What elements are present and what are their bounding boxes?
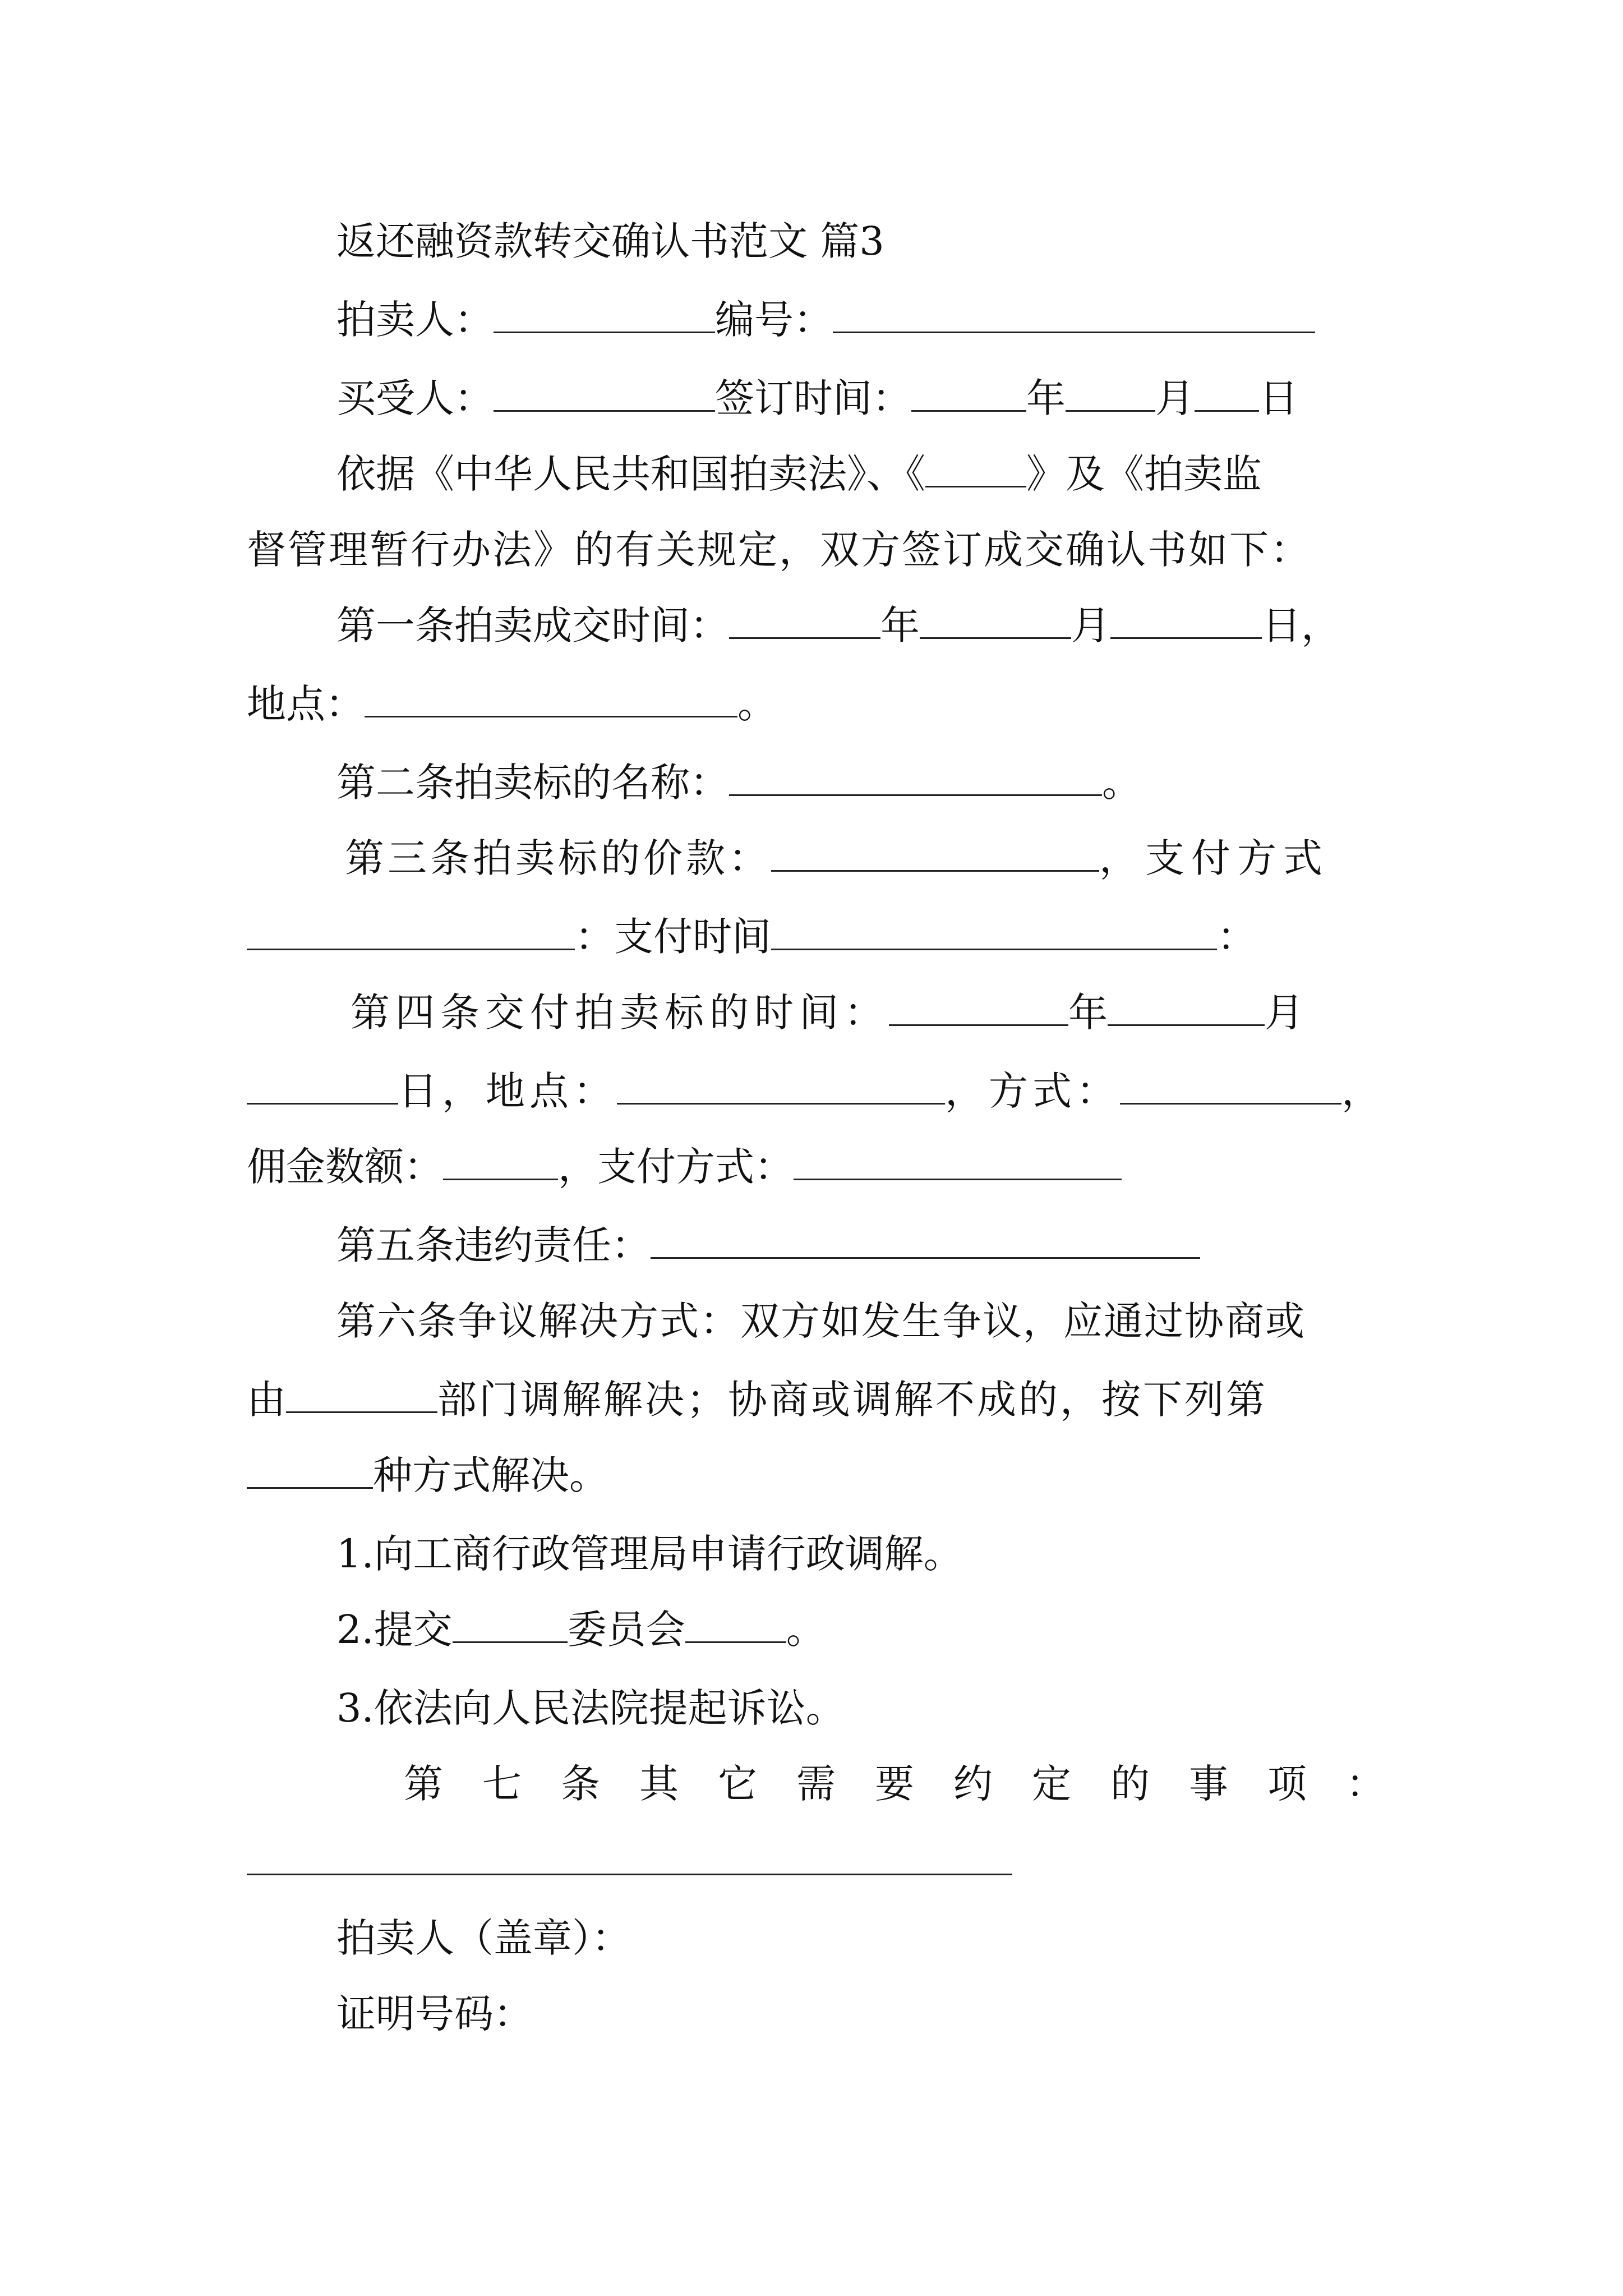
art7-char: 定	[1032, 1761, 1071, 1807]
option-2-text-a: 2.提交	[336, 1607, 453, 1653]
art6-option-text: 种方式解决。	[373, 1452, 608, 1498]
art3-end: ：	[1217, 914, 1256, 960]
art1-year-blank[interactable]	[729, 602, 880, 639]
art6-department-blank[interactable]	[286, 1377, 437, 1413]
commission-pay-method-label: ，支付方式：	[558, 1144, 794, 1190]
art2-end: 。	[1102, 760, 1141, 806]
art6-option-blank[interactable]	[247, 1452, 373, 1489]
sign-year-label: 年	[1026, 375, 1066, 421]
art3-pay-time-blank[interactable]	[771, 914, 1217, 950]
sign-day-blank[interactable]	[1195, 375, 1259, 412]
auctioneer-blank[interactable]	[494, 297, 715, 333]
buyer-blank[interactable]	[494, 375, 715, 412]
regulation-blank[interactable]	[925, 451, 1026, 487]
art7-char: 事	[1189, 1761, 1228, 1807]
article-1-line	[336, 600, 1340, 651]
article-3-label: 第三条拍卖标的价款：	[345, 835, 771, 881]
art4-month-blank[interactable]	[1108, 990, 1265, 1026]
art7-char: 约	[953, 1761, 993, 1807]
art7-char: 需	[796, 1761, 836, 1807]
document-title: 返还融资款转交确认书范文 篇3	[336, 218, 884, 264]
art1-day-blank[interactable]	[1110, 602, 1262, 639]
option-2-text-b: 委员会	[567, 1607, 685, 1653]
article-2-label: 第二条拍卖标的名称：	[336, 760, 729, 806]
article-6-line-3	[247, 1450, 608, 1501]
commission-label: 佣金数额：	[247, 1144, 443, 1190]
article-3-line-2	[247, 912, 1256, 962]
sign-year-blank[interactable]	[911, 375, 1026, 412]
article-6-line-1: 第六条争议解决方式：双方如发生争议，应通过协商或	[336, 1298, 1306, 1344]
article-1-label: 第一条拍卖成交时间：	[336, 602, 729, 648]
article-5-line	[336, 1220, 1200, 1271]
art4-month-label: 月	[1265, 990, 1304, 1036]
intro-text-a: 依据《中华人民共和国拍卖法》、《	[336, 451, 925, 497]
art7-char: 要	[875, 1761, 914, 1807]
art7-char: 七	[482, 1761, 522, 1807]
art3-pay-method-blank[interactable]	[247, 914, 575, 950]
option-3: 3.依法向人民法院提起诉讼。	[336, 1685, 845, 1731]
commission-line	[247, 1142, 1122, 1192]
art1-day-label: 日，	[1262, 602, 1340, 648]
intro-line-1	[336, 449, 1262, 499]
article-1-place-line	[247, 679, 777, 729]
sign-time-label: 签订时间：	[715, 375, 911, 421]
commission-pay-method-blank[interactable]	[794, 1144, 1122, 1180]
art1-month-label: 月	[1071, 602, 1110, 648]
art7-char: 其	[639, 1761, 679, 1807]
article-7-line	[404, 1759, 1385, 1809]
buyer-line	[336, 373, 1298, 424]
article-5-label: 第五条违约责任：	[336, 1222, 651, 1268]
article-3-line	[345, 833, 1329, 884]
option-2-blank-b[interactable]	[685, 1607, 786, 1643]
art7-char: 项	[1267, 1761, 1307, 1807]
art7-char: 它	[718, 1761, 757, 1807]
buyer-label: 买受人：	[336, 375, 494, 421]
article-4-line	[351, 987, 1304, 1038]
auctioneer-seal-line: 拍卖人（盖章）：	[336, 1915, 631, 1961]
article-6-line-2	[247, 1374, 1267, 1425]
article-4-line-2	[247, 1066, 1381, 1116]
option-2-blank-a[interactable]	[453, 1607, 568, 1643]
art3-price-blank[interactable]	[771, 835, 1099, 872]
art7-matters-blank[interactable]	[247, 1874, 1012, 1875]
auctioneer-label: 拍卖人：	[336, 297, 494, 343]
art4-day-place-label: 日，地点：	[398, 1068, 617, 1114]
art7-char: 第	[404, 1761, 443, 1807]
art4-year-label: 年	[1068, 990, 1108, 1036]
sign-month-blank[interactable]	[1066, 375, 1155, 412]
sign-month-label: 月	[1155, 375, 1195, 421]
art7-char: ：	[1346, 1761, 1385, 1807]
art7-char: 的	[1110, 1761, 1150, 1807]
art5-liability-blank[interactable]	[651, 1222, 1200, 1259]
art4-year-blank[interactable]	[889, 990, 1068, 1026]
certificate-number-line: 证明号码：	[336, 1991, 533, 2037]
art6-by-label: 由	[247, 1377, 286, 1423]
art1-place-blank[interactable]	[365, 681, 737, 717]
art2-name-blank[interactable]	[729, 760, 1102, 796]
option-2	[336, 1604, 826, 1655]
article-2-line	[336, 757, 1141, 808]
number-label: 编号：	[715, 297, 833, 343]
art6-mediation-text: 部门调解解决；协商或调解不成的，按下列第	[437, 1377, 1267, 1423]
sign-day-label: 日	[1259, 375, 1298, 421]
art1-end: 。	[737, 681, 777, 727]
intro-text-b: 》及《拍卖监	[1026, 451, 1262, 497]
option-2-text-c: 。	[786, 1607, 826, 1653]
art4-place-blank[interactable]	[617, 1068, 945, 1105]
art4-method-label: ，方式：	[945, 1068, 1120, 1114]
commission-blank[interactable]	[443, 1144, 558, 1180]
art4-day-blank[interactable]	[247, 1068, 398, 1105]
art1-place-label: 地点：	[247, 681, 365, 727]
auctioneer-line	[336, 295, 1315, 345]
art3-pay-method-label: ，支付方式	[1099, 835, 1329, 881]
art4-method-blank[interactable]	[1120, 1068, 1341, 1105]
art4-comma: ，	[1341, 1068, 1381, 1114]
intro-line-2: 督管理暂行办法》的有关规定，双方签订成交确认书如下：	[247, 527, 1311, 573]
art1-year-label: 年	[880, 602, 920, 648]
article-4-label: 第四条交付拍卖标的时间：	[351, 990, 889, 1036]
number-blank[interactable]	[833, 297, 1315, 333]
art1-month-blank[interactable]	[920, 602, 1071, 639]
art7-char: 条	[561, 1761, 600, 1807]
art3-pay-time-label: ：支付时间	[575, 914, 771, 960]
option-1: 1.向工商行政管理局申请行政调解。	[336, 1531, 963, 1577]
